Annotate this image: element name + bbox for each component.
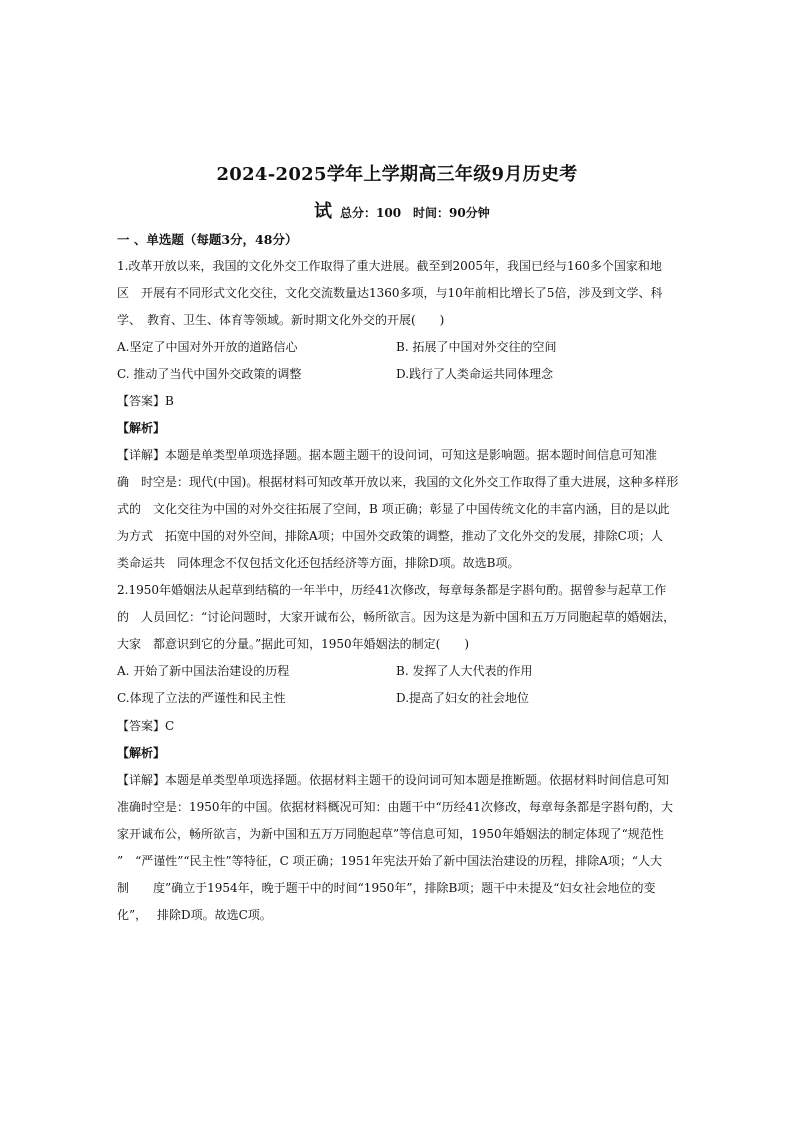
q2-option-a: A. 开始了新中国法治建设的历程	[117, 664, 290, 678]
q2-option-d: D.提高了妇女的社会地位	[396, 691, 530, 705]
q1-answer: 【答案】B	[117, 394, 174, 408]
q1-option-a: A.坚定了中国对外开放的道路信心	[117, 340, 298, 354]
q2-detail-line: 家开诚布公，畅所欲言，为新中国和五万万同胞起草”等信息可知，1950年婚姻法的制定体现了“规范性	[117, 827, 664, 841]
q2-option-c: C.体现了立法的严谨性和民主性	[117, 691, 286, 705]
exam-title-continued: 试	[314, 201, 332, 222]
q1-detail-line: 式的 文化交往为中国的对外交往拓展了空间，B 项正确；彰显了中国传统文化的丰富内涵，目的是以此	[117, 502, 670, 516]
q2-answer: 【答案】C	[117, 719, 175, 733]
q2-analysis-label: 【解析】	[117, 746, 166, 760]
exam-title: 2024-2025学年上学期高三年级9月历史考	[216, 164, 578, 185]
q2-stem-line: 的 人员回忆：“讨论问题时，大家开诚布公，畅所欲言。因为这是为新中国和五万万同胞起草的婚姻法，	[117, 610, 676, 624]
q1-stem-line: 学、 教育、卫生、体育等领域。新时期文化外交的开展( )	[117, 313, 445, 327]
q1-analysis-label: 【解析】	[117, 421, 166, 435]
q1-stem-line: 区 开展有不同形式文化交往，文化交流数量达1360多项，与10年前相比增长了5倍，涉及到文学、科	[117, 286, 663, 300]
q2-detail-line: 【详解】本题是单类型单项选择题。依据材料主题干的设问词可知本题是推断题。依据材料时间信息可知	[117, 773, 670, 787]
q1-detail-line: 【详解】本题是单类型单项选择题。据本题主题干的设问词，可知这是影响题。据本题时间信息可知准	[117, 448, 658, 462]
q1-detail-line: 为方式 拓宽中国的对外空间，排除A项；中国外交政策的调整，推动了文化外交的发展，排除C项；人	[117, 529, 663, 543]
q2-detail-line: 制 度”确立于1954年，晚于题干中的时间“1950年”，排除B项；题干中未提及“妇女社会地位的变	[117, 881, 656, 895]
q1-detail-line: 确 时空是：现代(中国)。根据材料可知改革开放以来，我国的文化外交工作取得了重大进展，这种多样形	[117, 475, 679, 489]
q1-option-c: C. 推动了当代中国外交政策的调整	[117, 367, 302, 381]
q1-stem-line: 1.改革开放以来，我国的文化外交工作取得了重大进展。截至到2005年，我国已经与160多个国家和地	[117, 259, 662, 273]
q2-option-b: B. 发挥了人大代表的作用	[396, 664, 533, 678]
q2-detail-line: 准确时空是：1950年的中国。依据材料概况可知：由题干中“历经41次修改，每章每条都是字斟句酌，大	[117, 800, 673, 814]
q1-detail-line: 类命运共 同体理念不仅包括文化还包括经济等方面，排除D项。故选B项。	[117, 556, 520, 570]
q2-detail-line: ” “严谨性”“民主性”等特征，C 项正确；1951年宪法开始了新中国法治建设的历程，排除A项；“人大	[117, 854, 663, 868]
q1-option-b: B. 拓展了中国对外交往的空间	[396, 340, 557, 354]
q2-stem-line: 2.1950年婚姻法从起草到结稿的一年半中，历经41次修改，每章每条都是字斟句酌。据曾参与起草工作	[117, 583, 667, 597]
q2-detail-line: 化”， 排除D项。故选C项。	[117, 908, 272, 922]
q1-option-d: D.践行了人类命运共同体理念	[396, 367, 554, 381]
exam-meta: 总分：100 时间：90分钟	[340, 206, 490, 220]
exam-subtitle	[314, 197, 490, 223]
q2-stem-line: 大家 都意识到它的分量。”据此可知，1950年婚姻法的制定( )	[117, 637, 470, 651]
section-heading: 一 、单选题（每题3分，48分）	[117, 232, 298, 247]
